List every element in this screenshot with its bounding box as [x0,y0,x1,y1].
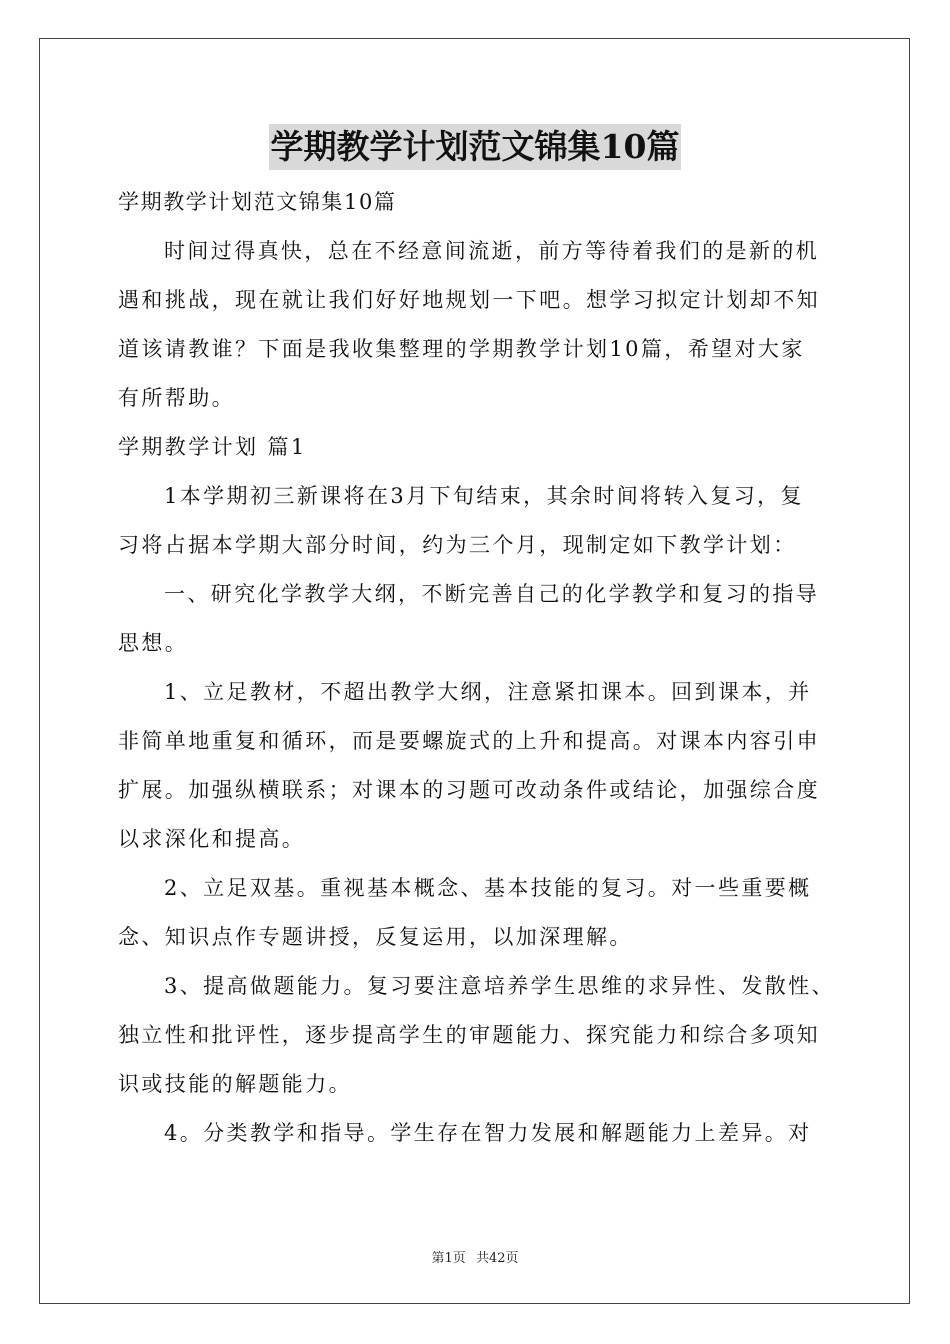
text-line: 遇和挑战，现在就让我们好好地规划一下吧。想学习拟定计划却不知 [118,288,820,312]
text-line: 学期教学计划 篇1 [118,435,307,459]
text-line: 以求深化和提高。 [118,827,306,851]
text-line: 念、知识点作专题讲授，反复运用，以加深理解。 [118,925,633,949]
text-line: 独立性和批评性，逐步提高学生的审题能力、探究能力和综合多项知 [118,1023,820,1047]
text-line: 非简单地重复和循环，而是要螺旋式的上升和提高。对课本内容引申 [118,729,820,753]
text-line: 道该请教谁？下面是我收集整理的学期教学计划10篇，希望对大家 [118,337,805,361]
text-line: 有所帮助。 [118,386,235,410]
text-line: 思想。 [118,631,189,655]
document-body [118,178,833,1158]
text-line: 4。分类教学和指导。学生存在智力发展和解题能力上差异。对 [164,1121,812,1145]
page-footer [0,1247,950,1266]
text-line: 2、立足双基。重视基本概念、基本技能的复习。对一些重要概 [164,876,812,900]
text-line: 时间过得真快，总在不经意间流逝，前方等待着我们的是新的机 [164,239,820,263]
text-line: 一、研究化学教学大纲，不断完善自己的化学教学和复习的指导 [164,582,820,606]
text-line: 1、立足教材，不超出教学大纲，注意紧扣课本。回到课本，并 [164,680,812,704]
text-line: 3、提高做题能力。复习要注意培养学生思维的求异性、发散性、 [164,974,835,998]
title-container [0,124,950,170]
document-subtitle: 学期教学计划范文锦集10篇 [118,190,397,214]
text-line: 扩展。加强纵横联系；对课本的习题可改动条件或结论，加强综合度 [118,778,820,802]
document-title: 学期教学计划范文锦集10篇 [269,124,682,170]
page-total: 共42页 [475,1251,519,1266]
text-line: 1本学期初三新课将在3月下旬结束，其余时间将转入复习，复 [164,484,804,508]
text-line: 识或技能的解题能力。 [118,1072,352,1096]
text-line: 习将占据本学期大部分时间，约为三个月，现制定如下教学计划： [118,533,797,557]
page-number: 第1页 [431,1251,466,1266]
